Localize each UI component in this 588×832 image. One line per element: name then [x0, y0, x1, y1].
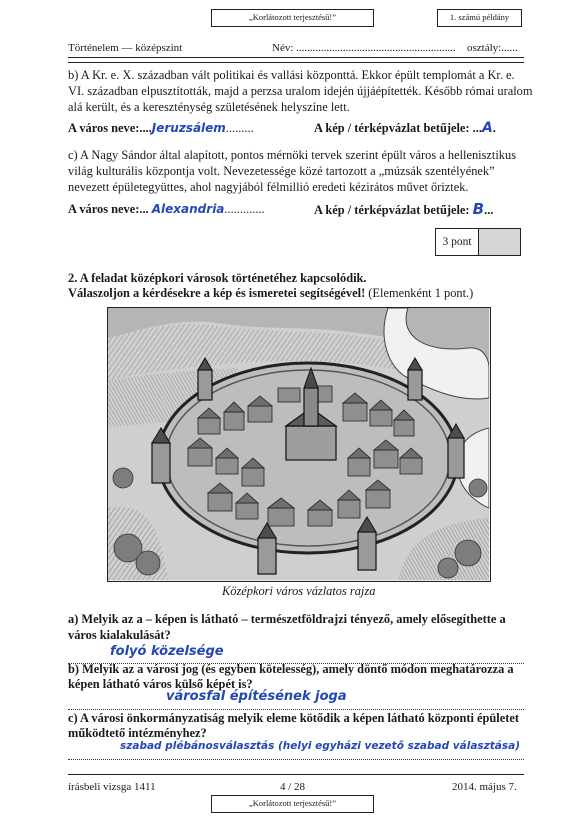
task-b-text-3: alá került, és a kereszténység születésének helyszíne lett. — [68, 100, 350, 114]
question-a-1: a) Melyik az a – képen is látható – természetföldrajzi tényező, amely elősegíthette a — [68, 612, 506, 626]
task-c-city-label: A város neve: — [68, 202, 140, 216]
task-b-text-1: b) A Kr. e. X. században vált politikai és vallási központtá. Ekkor épült templomát a Kr. e. — [68, 68, 515, 82]
restricted-box-bottom — [211, 795, 374, 813]
task-b-map-label: A kép / térképvázlat betűjele: — [314, 121, 470, 135]
task-b-city-row: A város neve:....Jeruzsálem......... — [68, 121, 254, 135]
task-c-text-3: nevezett épületegyüttes, ahol nagyjából félmillió eredeti kézirátos művet őriztek. — [68, 180, 469, 194]
task-c-map-answer: B — [472, 200, 485, 218]
answer-b-line[interactable] — [68, 689, 524, 710]
points-score-cell[interactable] — [479, 229, 520, 255]
task-c-text-2: világ kulturális központja volt. Nevezetessége közé tartozott a „múzsák szentélyének” — [68, 164, 495, 178]
restricted-label-top: „Korlátozott terjesztésű!” — [248, 12, 337, 22]
copy-label: 1. számú példány — [449, 12, 510, 22]
task2-title-2-rest: (Elemenként 1 pont.) — [365, 286, 474, 300]
task-c-city-row: A város neve:... Alexandria............. — [68, 202, 265, 216]
footer-page: 4 / 28 — [280, 781, 306, 793]
question-c-1: c) A városi önkormányzatiság melyik eleme kötődik a képen látható központi épületet — [68, 711, 519, 725]
answer-a-text: folyó közelsége — [110, 644, 224, 659]
answer-b-text: városfal építésének joga — [166, 689, 347, 704]
answer-c-text: szabad plébánosválasztás (helyi egyházi vezető szabad választása) — [120, 740, 521, 752]
medieval-town-image — [107, 307, 491, 582]
task-b-city-label: A város neve: — [68, 121, 140, 135]
question-b-2: képen látható város külső képét is? — [68, 677, 253, 691]
task-c-map-label: A kép / térképvázlat betűjele: — [314, 203, 470, 217]
task-c-map-row: A kép / térképvázlat betűjele: B... — [314, 200, 494, 218]
header-rule — [68, 57, 524, 58]
points-box — [435, 228, 521, 256]
points-label: 3 pont — [436, 229, 479, 255]
image-caption: Középkori város vázlatos rajza — [222, 584, 376, 598]
copy-box — [437, 9, 522, 27]
task-b-map-answer: A — [481, 120, 493, 136]
footer-rule — [68, 774, 524, 775]
task-c-city-answer: Alexandria — [151, 202, 225, 216]
question-b-1: b) Melyik az a városi jog (és egyben kötelesség), amely döntő módon meghatározza a — [68, 662, 514, 676]
header-rule-2 — [68, 62, 524, 63]
task-b-city-answer: Jeruzsálem — [151, 121, 226, 135]
name-label: Név: .......................................................... — [272, 42, 456, 54]
medieval-town-sketch — [108, 308, 489, 580]
task-c-text-1: c) A Nagy Sándor által alapított, pontos mérnöki tervek szerint épült város a hellenisztikus — [68, 148, 517, 162]
restricted-label-bottom: „Korlátozott terjesztésű!” — [248, 798, 337, 808]
answer-c-line[interactable] — [68, 742, 524, 760]
task2-title-2-bold: Válaszoljon a kérdésekre a kép és ismeretei segítségével! — [68, 286, 366, 300]
footer-exam: írásbeli vizsga 1411 — [68, 781, 156, 793]
class-label: osztály:...... — [467, 42, 518, 54]
restricted-box-top — [211, 9, 374, 27]
task-b-map-row: A kép / térképvázlat betűjele: ...A. — [314, 120, 496, 136]
subject-label: Történelem — középszint — [68, 42, 183, 54]
footer-date: 2014. május 7. — [452, 781, 517, 793]
question-c-2: működtető intézményhez? — [68, 726, 207, 740]
task-b-text-2: VI. században elpusztították, majd a perzsa uralom idején újjáépítették. Később római uralom — [68, 84, 533, 98]
question-a-2: város kialakulását? — [68, 628, 171, 642]
answer-b-dots — [68, 709, 524, 710]
task2-title-2 — [68, 286, 473, 301]
answer-c-dots — [68, 759, 524, 760]
task2-title-1: 2. A feladat középkori városok történetéhez kapcsolódik. — [68, 271, 367, 285]
